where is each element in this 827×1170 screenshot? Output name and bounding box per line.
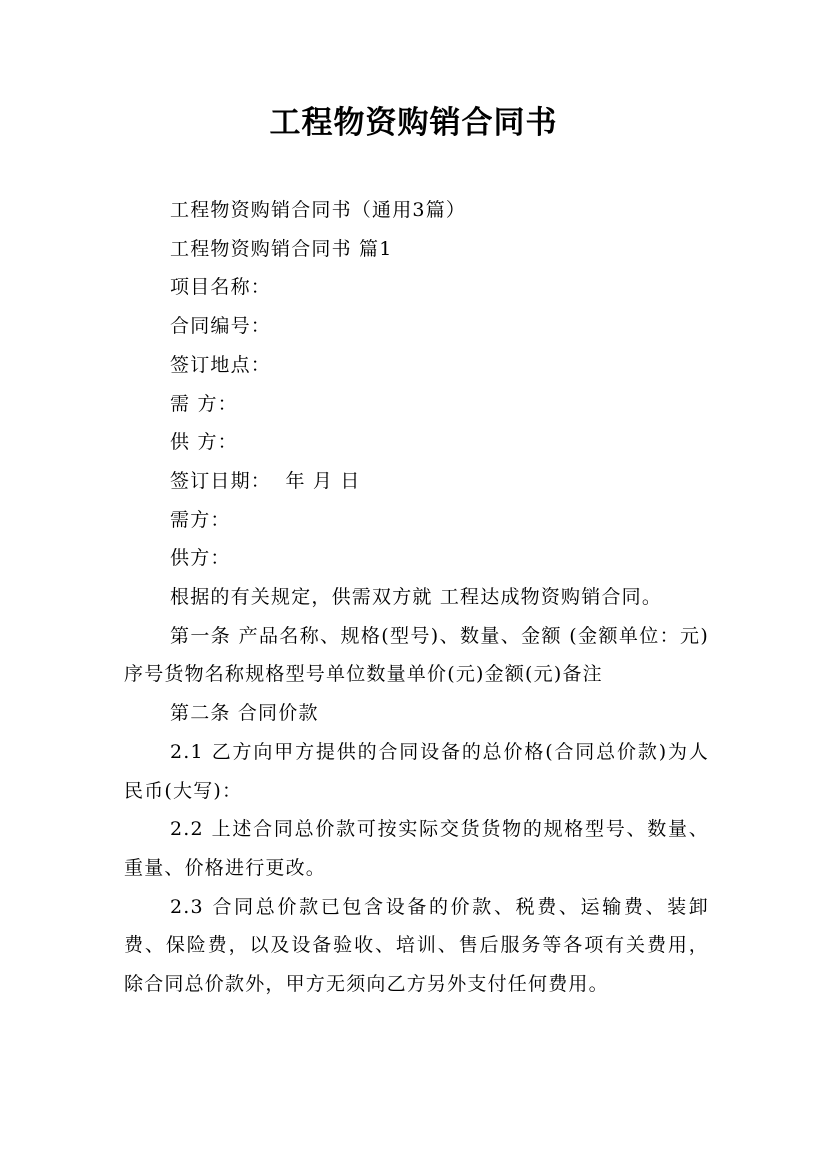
field-demand-party: 需 方： — [170, 392, 238, 415]
paragraph-clause-2-3: 2.3 合同总价款已包含设备的价款、税费、运输费、装卸费、保险费，以及设备验收、培训、售后服务等各项有关费用，除合同总价款外，甲方无须向乙方另外支付任何费用。 — [124, 895, 709, 996]
field-demand-party-2: 需方： — [170, 508, 231, 531]
paragraph-clause-2-1: 2.1 乙方向甲方提供的合同设备的总价格(合同总价款)为人民币(大写)： — [124, 740, 709, 802]
field-supply-party: 供 方： — [170, 431, 238, 454]
field-project-name: 项目名称： — [170, 276, 272, 299]
paragraph-preamble: 根据的有关规定，供需双方就 工程达成物资购销合同。 — [170, 586, 663, 609]
field-signing-place: 签订地点： — [170, 353, 272, 376]
paragraph-article-2-heading: 第二条 合同价款 — [170, 702, 319, 725]
field-signing-date: 签订日期： 年 月 日 — [170, 469, 361, 492]
paragraph-clause-2-2: 2.2 上述合同总价款可按实际交货货物的规格型号、数量、重量、价格进行更改。 — [124, 818, 709, 879]
document-body — [124, 191, 709, 1004]
paragraph-subtitle: 工程物资购销合同书（通用3篇） — [170, 199, 467, 221]
document-title: 工程物资购销合同书 — [269, 105, 558, 141]
paragraph-article-1: 第一条 产品名称、规格(型号)、数量、金额 (金额单位：元)序号货物名称规格型号单位数量单价(元)金额(元)备注 — [124, 624, 709, 686]
field-supply-party-2: 供方： — [170, 547, 231, 570]
field-contract-number: 合同编号： — [170, 315, 272, 338]
paragraph-part-heading: 工程物资购销合同书 篇1 — [170, 237, 393, 260]
